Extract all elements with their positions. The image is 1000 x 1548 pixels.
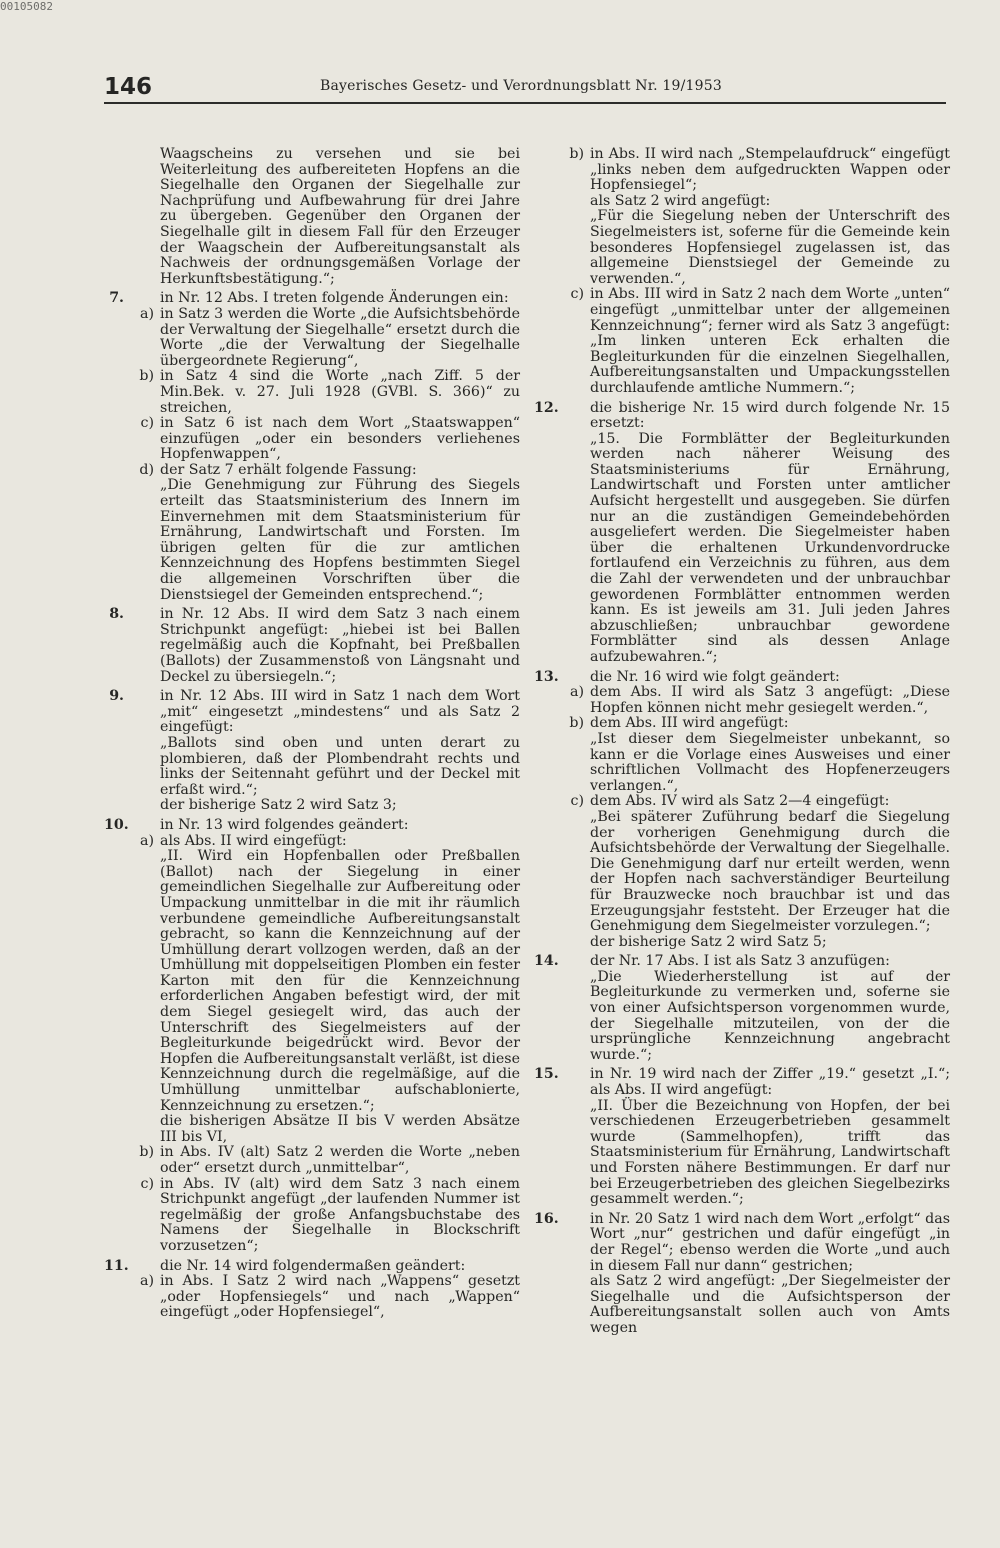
item-12 bbox=[534, 401, 950, 432]
subitem-letter: a) bbox=[140, 305, 154, 322]
item-7 bbox=[104, 291, 520, 307]
item-14 bbox=[534, 954, 950, 970]
left-column bbox=[104, 147, 520, 1321]
item-text: in Nr. 12 Abs. I treten folgende Änderungen ein: bbox=[160, 290, 509, 307]
subitem-text: in Satz 3 werden die Worte „die Aufsichtsbehörde der Verwaltung der Siegelhalle“ ersetzt durch die Worte „die der Verwaltung der Siegelhalle übergeordnete Regierung“, bbox=[160, 305, 520, 369]
subitem-letter: d) bbox=[139, 461, 154, 478]
subitem-letter: c) bbox=[570, 286, 584, 303]
item-number: 14. bbox=[534, 953, 559, 970]
subitem-text: in Abs. IV (alt) Satz 2 werden die Worte „neben oder“ ersetzt durch „unmittelbar“, bbox=[160, 1144, 520, 1176]
quoted-text: „Die Wiederherstellung ist auf der Begleiturkunde zu vermerken und, soferne sie von einer Aufsichtsperson vorgenommen wurde, der Siegelhalle mitzuteilen, von der die ursprüngliche Kennzeichnung angebracht wurde.“; bbox=[590, 968, 950, 1063]
subitem-letter: c) bbox=[140, 415, 154, 432]
subitem-text: in Satz 6 ist nach dem Wort „Staatswappen“ einzufügen „oder ein besonders verliehenes Hopfenwappen“, bbox=[160, 415, 520, 463]
item-text: in Nr. 19 wird nach der Ziffer „19.“ gesetzt „I.“; als Abs. II wird angefügt: bbox=[590, 1066, 950, 1099]
subitem-letter: b) bbox=[569, 715, 584, 732]
item-11b bbox=[534, 147, 950, 194]
rule-text: als Satz 2 wird angefügt: „Der Siegelmeister der Siegelhalle und die Aufsichtsperson der Aufbereitungsanstalt sollen auch von Amts wegen bbox=[590, 1273, 950, 1336]
item-7a bbox=[104, 307, 520, 369]
right-column bbox=[534, 147, 950, 1337]
item-13b bbox=[534, 716, 950, 732]
item-number: 10. bbox=[104, 816, 129, 833]
item-10 bbox=[104, 818, 520, 834]
quoted-text: „II. Über die Bezeichnung von Hopfen, der bei verschiedenen Erzeugerbetrieben gesammelt wurde (Sammelhopfen), trifft das Staatsministerium für Ernährung, Landwirtschaft und Forsten nähere Bestimmungen. Er darf nur bei Erzeugerbetrieben des gleichen Siegelbezirks gesammelt werden.“; bbox=[590, 1097, 950, 1208]
subitem-letter: c) bbox=[570, 793, 584, 810]
subitem-text: in Abs. IV (alt) wird dem Satz 3 nach einem Strichpunkt angefügt „der laufenden Nummer ist regelmäßig der große Anfangsbuchstabe des Namens der Siegelhalle in Blockschrift vorzusetzen“; bbox=[160, 1175, 520, 1254]
item-11c bbox=[534, 287, 950, 396]
item-11 bbox=[104, 1259, 520, 1275]
subitem-text: in Satz 4 sind die Worte „nach Ziff. 5 der Min.Bek. v. 27. Juli 1928 (GVBl. S. 366)“ zu streichen, bbox=[160, 368, 520, 416]
item-number: 12. bbox=[534, 399, 559, 416]
page-number: 146 bbox=[104, 74, 153, 100]
page-header bbox=[104, 72, 946, 104]
subitem-letter: a) bbox=[140, 832, 154, 849]
item-number: 7. bbox=[109, 290, 124, 307]
quoted-text: „II. Wird ein Hopfenballen oder Preßballen (Ballot) nach der Siegelung in einer gemeindlichen Siegelhalle zur Aufbereitung oder Umpackung unmittelbar in die mit ihr räumlich verbundene gemeindliche Aufbereitungsanstalt gebracht, so kann die Kennzeichnung auf der Umhüllung derart vollzogen werden, daß an der Umhüllung mit doppelseitigen Plomben ein fester Karton mit den für die Kennzeichnung erforderlichen Angaben befestigt wird, der mit dem Siegel gesiegelt wird, das auch der Unterschrift des Siegelmeisters auf der Begleiturkunde beigedrückt wird. Bevor der Hopfen die Aufbereitungsanstalt verläßt, ist diese Kennzeichnung durch die regelmäßige, auf die Umhüllung unmittelbar aufschablonierte, Kennzeichnung zu ersetzen.“; bbox=[160, 848, 520, 1114]
quoted-text: „Die Genehmigung zur Führung des Siegels erteilt das Staatsministerium des Innern im Einvernehmen mit dem Staatsministerium für Ernährung, Landwirtschaft und Forsten. Im übrigen gelten für die zur amtlichen Kennzeichnung des Hopfens bestimmten Siegel die allgemeinen Vorschriften über die Dienstsiegel der Gemeinden entsprechend.“; bbox=[160, 477, 520, 603]
item-text: in Nr. 20 Satz 1 wird nach dem Wort „erfolgt“ das Wort „nur“ gestrichen und dafür eingefügt „in der Regel“; ebenso werden die Worte „und auch in diesem Fall nur dann“ gestrichen; bbox=[590, 1210, 950, 1274]
item-number: 13. bbox=[534, 668, 559, 685]
archive-stamp: 00105082 bbox=[0, 0, 53, 13]
subitem-letter: c) bbox=[140, 1175, 154, 1192]
quoted-text: „Bei späterer Zuführung bedarf die Siegelung der vorherigen Genehmigung durch die Aufsichtsbehörde der Verwaltung der Siegelhalle. Die Genehmigung darf nur erteilt werden, wenn der Hopfen nach sachverständiger Beurteilung für Brauzwecke noch brauchbar ist und das Erzeugungsjahr feststeht. Der Erzeuger hat die Genehmigung dem Siegelmeister vorzulegen.“; bbox=[590, 808, 950, 935]
item-10c bbox=[104, 1177, 520, 1255]
running-title: Bayerisches Gesetz- und Verordnungsblatt Nr. 19/1953 bbox=[320, 78, 722, 94]
item-8 bbox=[104, 607, 520, 685]
continuation-paragraph: Waagscheins zu versehen und sie bei Weiterleitung des aufbereiteten Hopfens an die Siegelhalle den Organen der Siegelhalle zur Nachprüfung und Aufbewahrung für drei Jahre zu übergeben. Gegenüber den Organen der Siegelhalle gilt in diesem Fall für den Erzeuger der Waagschein der Aufbereitungsanstalt als Nachweis der ordnungsgemäßen Vorlage der Herkunftsbestätigung.“; bbox=[160, 146, 520, 287]
subitem-text: der Satz 7 erhält folgende Fassung: bbox=[160, 461, 417, 478]
item-10a bbox=[104, 834, 520, 850]
subitem-text: in Abs. III wird in Satz 2 nach dem Worte „unten“ eingefügt „unmittelbar unter der allgemeinen Kennzeichnung“; ferner wird als Satz 3 angefügt: „Im linken unteren Eck erhalten die Begleiturkunden für die einzelnen Siegelhallen, Aufbereitungsanstalten und Umpackungsstellen durchlaufende amtliche Nummern.“; bbox=[590, 286, 950, 396]
quoted-text: „Ist dieser dem Siegelmeister unbekannt, so kann er die Vorlage eines Ausweises und einer schriftlichen Vollmacht des Hopfenerzeugers verlangen.“, bbox=[590, 730, 950, 794]
item-text: in Nr. 12 Abs. II wird dem Satz 3 nach einem Strichpunkt angefügt: „hiebei ist bei Ballen regelmäßig auch die Kopfnaht, bei Preßballen (Ballots) der Zusammenstoß von Längsnaht und Deckel zu übersiegeln.“; bbox=[160, 606, 520, 685]
rule-text: der bisherige Satz 2 wird Satz 3; bbox=[160, 797, 397, 814]
item-text: die Nr. 16 wird wie folgt geändert: bbox=[590, 668, 840, 685]
subitem-text: dem Abs. IV wird als Satz 2—4 eingefügt: bbox=[590, 793, 890, 810]
subitem-letter: b) bbox=[139, 1144, 154, 1161]
rule-text: der bisherige Satz 2 wird Satz 5; bbox=[590, 933, 827, 950]
item-10b bbox=[104, 1145, 520, 1176]
item-7c bbox=[104, 416, 520, 463]
item-13 bbox=[534, 670, 950, 686]
quoted-text: „Für die Siegelung neben der Unterschrift des Siegelmeisters ist, soferne für die Gemeinde kein besonderes Hopfensiegel zugelassen ist, das allgemeine Dienstsiegel der Gemeinde zu verwenden.“, bbox=[590, 208, 950, 287]
item-text: in Nr. 12 Abs. III wird in Satz 1 nach dem Wort „mit“ eingesetzt „mindestens“ und als Satz 2 eingefügt: bbox=[160, 688, 520, 736]
item-13a bbox=[534, 685, 950, 716]
item-7d bbox=[104, 463, 520, 479]
item-number: 15. bbox=[534, 1066, 559, 1083]
item-number: 8. bbox=[109, 606, 124, 623]
quoted-text: „15. Die Formblätter der Begleiturkunden werden nach näherer Weisung des Staatsministeriums für Ernährung, Landwirtschaft und Forsten unter amtlicher Aufsicht hergestellt und ausgegeben. Sie dürfen nur an die zuständigen Gemeindebehörden ausgeliefert werden. Die Siegelmeister haben über die erhaltenen Urkundenvordrucke fortlaufend ein Verzeichnis zu führen, aus dem die Zahl der verwendeten und der unbrauchbar gewordenen Formblätter entnommen werden kann. Es ist jeweils am 31. Juli jeden Jahres abzuschließen; unbrauchbar gewordene Formblätter sind als dessen Anlage aufzubewahren.“; bbox=[590, 430, 950, 665]
quoted-text: „Ballots sind oben und unten derart zu plombieren, daß der Plombendraht rechts und links der Seitennaht geführt und der Deckel mit erfaßt wird.“; bbox=[160, 734, 520, 798]
subitem-text: in Abs. I Satz 2 wird nach „Wappens“ gesetzt „oder Hopfensiegels“ und nach „Wappen“ eingefügt „oder Hopfensiegel“, bbox=[160, 1273, 520, 1321]
item-15 bbox=[534, 1067, 950, 1098]
subitem-text: in Abs. II wird nach „Stempelaufdruck“ eingefügt „links neben dem aufgedruckten Wappen oder Hopfensiegel“; bbox=[590, 146, 950, 194]
item-11a bbox=[104, 1274, 520, 1321]
item-9 bbox=[104, 689, 520, 736]
item-number: 11. bbox=[104, 1257, 129, 1274]
item-number: 9. bbox=[109, 688, 124, 705]
rule-text: die bisherigen Absätze II bis V werden Absätze III bis VI, bbox=[160, 1113, 520, 1145]
rule-text: als Satz 2 wird angefügt: bbox=[590, 192, 771, 209]
subitem-text: dem Abs. II wird als Satz 3 angefügt: „Diese Hopfen können nicht mehr gesiegelt werden.“, bbox=[590, 684, 950, 716]
item-text: die Nr. 14 wird folgendermaßen geändert: bbox=[160, 1257, 466, 1274]
subitem-text: als Abs. II wird eingefügt: bbox=[160, 832, 347, 849]
item-number: 16. bbox=[534, 1210, 559, 1227]
subitem-letter: a) bbox=[140, 1273, 154, 1290]
item-text: in Nr. 13 wird folgendes geändert: bbox=[160, 816, 409, 833]
item-13c bbox=[534, 794, 950, 810]
subitem-letter: a) bbox=[570, 684, 584, 701]
item-16 bbox=[534, 1212, 950, 1274]
subitem-text: dem Abs. III wird angefügt: bbox=[590, 715, 789, 732]
subitem-letter: b) bbox=[569, 146, 584, 162]
item-text: die bisherige Nr. 15 wird durch folgende Nr. 15 ersetzt: bbox=[590, 399, 950, 432]
item-text: der Nr. 17 Abs. I ist als Satz 3 anzufügen: bbox=[590, 953, 890, 970]
item-7b bbox=[104, 369, 520, 416]
subitem-letter: b) bbox=[139, 368, 154, 385]
